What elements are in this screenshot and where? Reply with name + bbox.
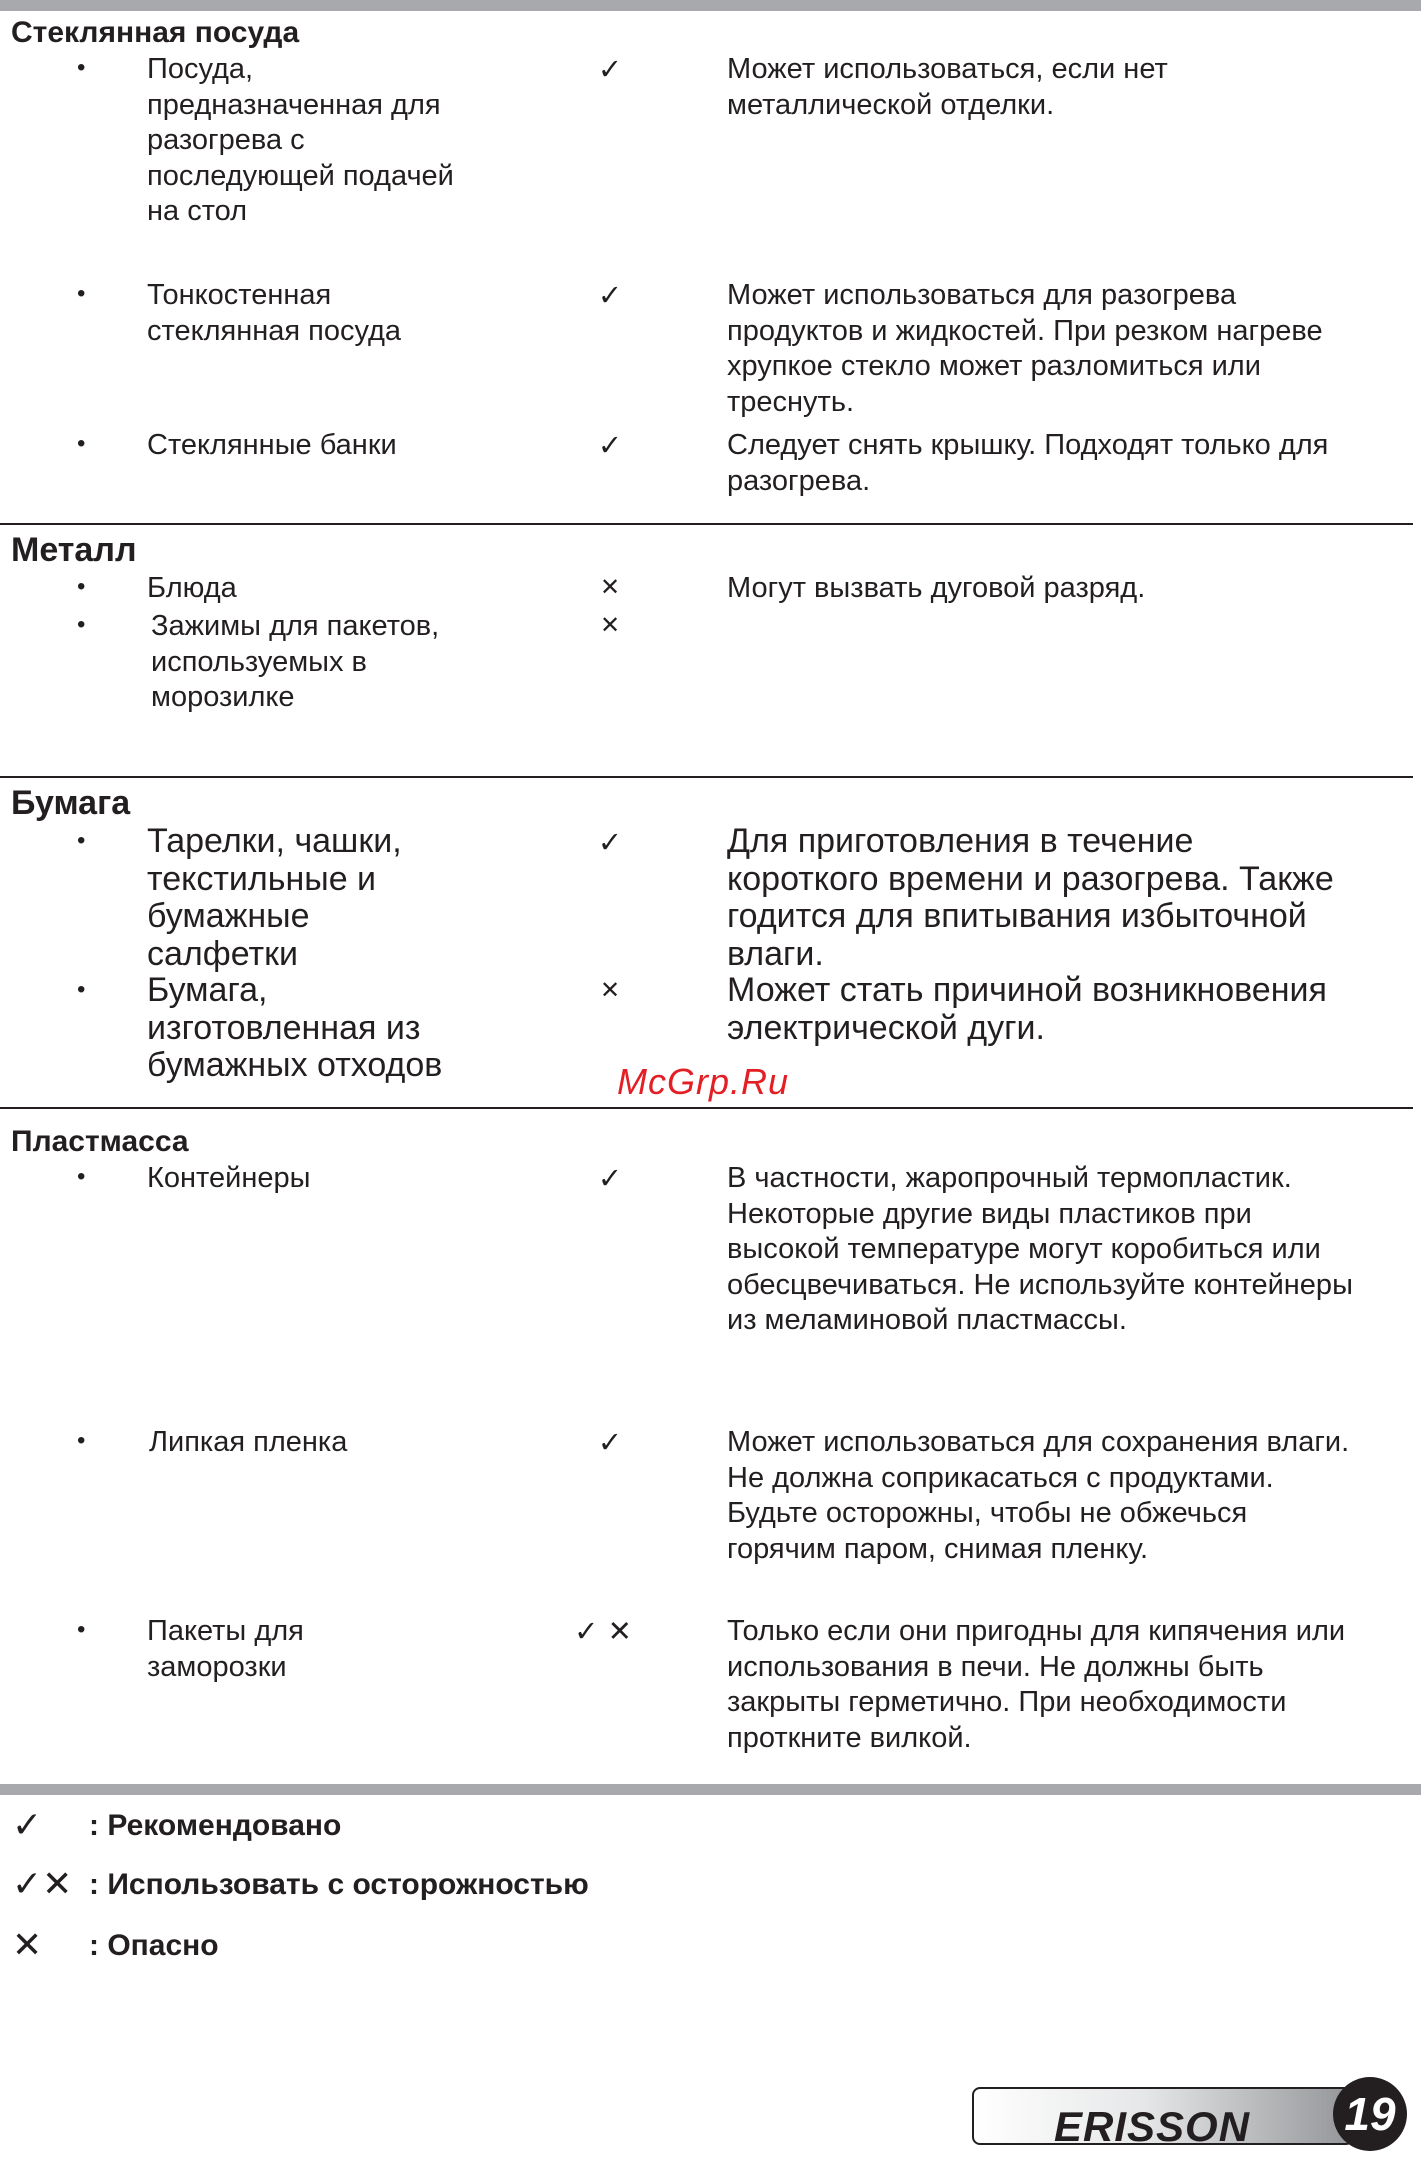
bullet: • <box>77 54 86 81</box>
item-label: Блюда <box>147 572 237 604</box>
check-cross-icon: ✓ ✕ <box>574 1614 632 1648</box>
legend-label: : Рекомендовано <box>89 1809 342 1842</box>
bullet: • <box>77 611 86 638</box>
check-icon: ✓ <box>597 428 623 462</box>
item-note: В частности, жаропрочный термопластик. Некоторые другие виды пластиков при высокой температуре могут коробиться или обесцвечиваться. Не используйте контейнеры из меламиновой пластмассы. <box>727 1162 1353 1336</box>
section-divider <box>0 1107 1413 1109</box>
section-divider <box>0 776 1413 778</box>
item-label: Стеклянные банки <box>147 429 397 461</box>
section-title-plastic: Пластмасса <box>11 1125 189 1158</box>
bullet: • <box>77 976 86 1003</box>
item-note: Может стать причиной возникновения электрической дуги. <box>727 971 1327 1047</box>
item-label: Пакеты для заморозки <box>147 1615 304 1683</box>
section-divider <box>0 523 1413 525</box>
item-label: Липкая пленка <box>149 1426 348 1458</box>
cross-icon: ✕ <box>599 976 621 1004</box>
item-label: Тарелки, чашки, текстильные и бумажные салфетки <box>147 822 402 973</box>
bullet: • <box>77 827 86 854</box>
watermark: McGrp.Ru <box>617 1061 790 1102</box>
item-note: Могут вызвать дуговой разряд. <box>727 572 1146 604</box>
brand-name: ERISSON <box>1054 2103 1251 2150</box>
bullet: • <box>77 1616 86 1643</box>
check-icon: ✓ <box>597 278 623 312</box>
check-icon: ✓ <box>597 825 623 859</box>
bullet: • <box>77 573 86 600</box>
check-icon: ✓ <box>597 52 623 86</box>
item-note: Только если они пригодны для кипячения или использования в печи. Не должны быть закрыты герметично. При необходимости проткните вилкой. <box>727 1615 1346 1754</box>
item-label: Тонкостенная стеклянная посуда <box>147 279 402 347</box>
item-note: Может использоваться, если нет металлической отделки. <box>727 53 1168 121</box>
item-label: Зажимы для пакетов, используемых в морозилке <box>151 610 440 713</box>
bullet: • <box>77 280 86 307</box>
item-label: Посуда, предназначенная для разогрева с последующей подачей на стол <box>147 53 454 227</box>
item-label: Бумага, изготовленная из бумажных отходов <box>147 971 443 1084</box>
footer-brand <box>972 2077 1412 2153</box>
legend-label: : Опасно <box>89 1929 219 1962</box>
legend-label: : Использовать с осторожностью <box>89 1868 589 1901</box>
legend-rule <box>0 1784 1421 1795</box>
item-note: Для приготовления в течение короткого времени и разогрева. Также годится для впитывания избыточной влаги. <box>727 822 1334 973</box>
item-note: Может использоваться для разогрева продуктов и жидкостей. При резком нагреве хрупкое стекло может разломиться или треснуть. <box>727 279 1323 418</box>
item-note: Следует снять крышку. Подходят только для разогрева. <box>727 429 1329 497</box>
item-label: Контейнеры <box>147 1162 311 1194</box>
section-title-metal: Металл <box>11 531 137 569</box>
bullet: • <box>77 1163 86 1190</box>
section-title-paper: Бумага <box>11 784 131 822</box>
bullet: • <box>77 1427 86 1454</box>
section-title-glass: Стеклянная посуда <box>11 16 300 49</box>
cross-icon: ✕ <box>599 611 621 639</box>
check-cross-icon: ✓✕ <box>12 1864 73 1905</box>
check-icon: ✓ <box>597 1425 623 1459</box>
brand-logo <box>972 2087 1354 2150</box>
check-icon: ✓ <box>12 1805 43 1846</box>
cross-icon: ✕ <box>12 1925 43 1966</box>
check-icon: ✓ <box>597 1161 623 1195</box>
bullet: • <box>77 430 86 457</box>
top-rule <box>0 0 1421 11</box>
page-number: 19 <box>1333 2077 1407 2151</box>
item-note: Может использоваться для сохранения влаги. Не должна соприкасаться с продуктами. Будьте осторожны, чтобы не обжечься горячим паром, снимая пленку. <box>727 1426 1350 1565</box>
cross-icon: ✕ <box>599 573 621 601</box>
